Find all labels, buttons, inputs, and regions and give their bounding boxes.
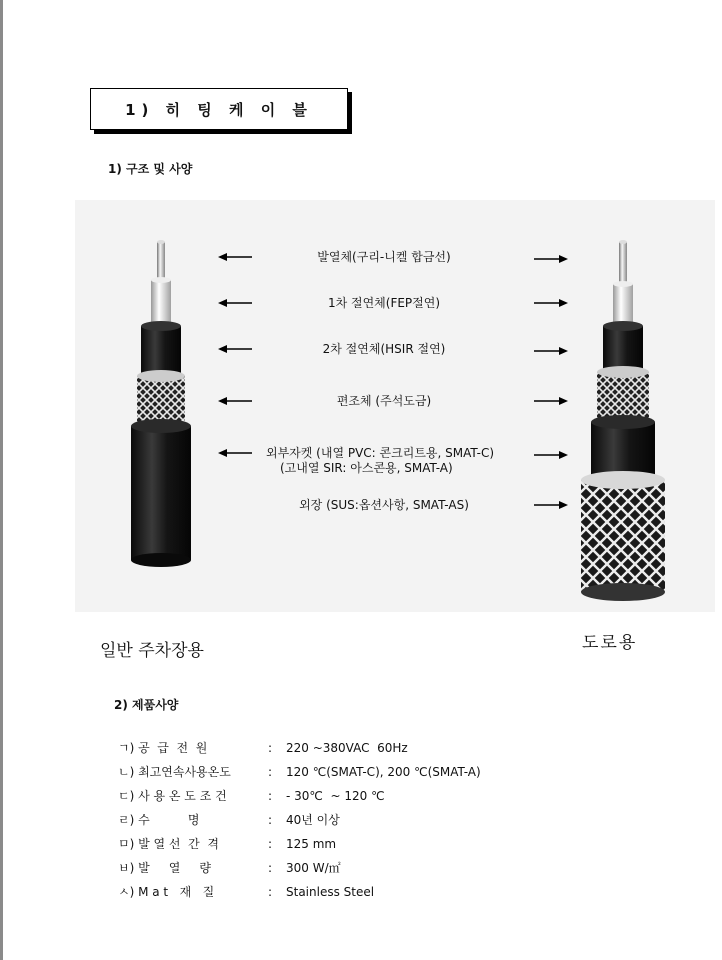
caption-road: 도로용 xyxy=(582,633,638,653)
layer-label-braid: 편조체 (주석도금) xyxy=(336,394,432,408)
section-heading-product-spec: 2) 제품사양 xyxy=(114,698,179,712)
arrow-left-icon xyxy=(218,344,252,354)
arrow-left-icon xyxy=(218,298,252,308)
arrow-right-icon xyxy=(534,346,568,356)
layer-label-second-insulation: 2차 절연체(HSIR 절연) xyxy=(322,342,446,356)
spec-row-lifespan: ㄹ) 수 명 : 40년 이상 xyxy=(118,813,340,827)
spec-row-max-temp: ㄴ) 최고연속사용온도 : 120 ℃(SMAT-C), 200 ℃(SMAT-A) xyxy=(118,765,481,779)
page-edge-rule xyxy=(0,0,3,960)
spec-row-operating-temp: ㄷ) 사 용 온 도 조 건 : - 30℃ ~ 120 ℃ xyxy=(118,789,385,803)
spec-row-power: ㄱ) 공 급 전 원 : 220 ~380VAC 60Hz xyxy=(118,741,408,755)
spec-row-mat-material: ㅅ) M a t 재 질 : Stainless Steel xyxy=(118,885,375,899)
page-title: 1) 히 팅 케 이 블 xyxy=(90,88,348,130)
spec-row-heat-output: ㅂ) 발 열 량 : 300 W/㎡ xyxy=(118,861,341,875)
arrow-left-icon xyxy=(218,252,252,262)
layer-label-armor: 외장 (SUS:옵션사항, SMAT-AS) xyxy=(299,498,469,512)
arrow-right-icon xyxy=(534,298,568,308)
arrow-right-icon xyxy=(534,254,568,264)
layer-label-first-insulation: 1차 절연체(FEP절연) xyxy=(327,296,441,310)
arrow-right-icon xyxy=(534,450,568,460)
left-cable xyxy=(131,240,191,567)
caption-general-parking: 일반 주차장용 xyxy=(100,641,204,661)
spec-row-spacing: ㅁ) 발 열 선 간 격 : 125 mm xyxy=(118,837,337,851)
arrow-left-icon xyxy=(218,396,252,406)
arrow-left-icon xyxy=(218,448,252,458)
right-cable xyxy=(581,240,665,601)
section-heading-structure: 1) 구조 및 사양 xyxy=(108,162,193,176)
layer-label-heating-element: 발열체(구리-니켈 합금선) xyxy=(317,250,451,264)
arrow-right-icon xyxy=(534,500,568,510)
layer-label-outer-jacket: 외부자켓 (내열 PVC: 콘크리트용, SMAT-C) (고내열 SIR: 아스콘용, SMAT-A) xyxy=(266,446,495,475)
arrow-right-icon xyxy=(534,396,568,406)
